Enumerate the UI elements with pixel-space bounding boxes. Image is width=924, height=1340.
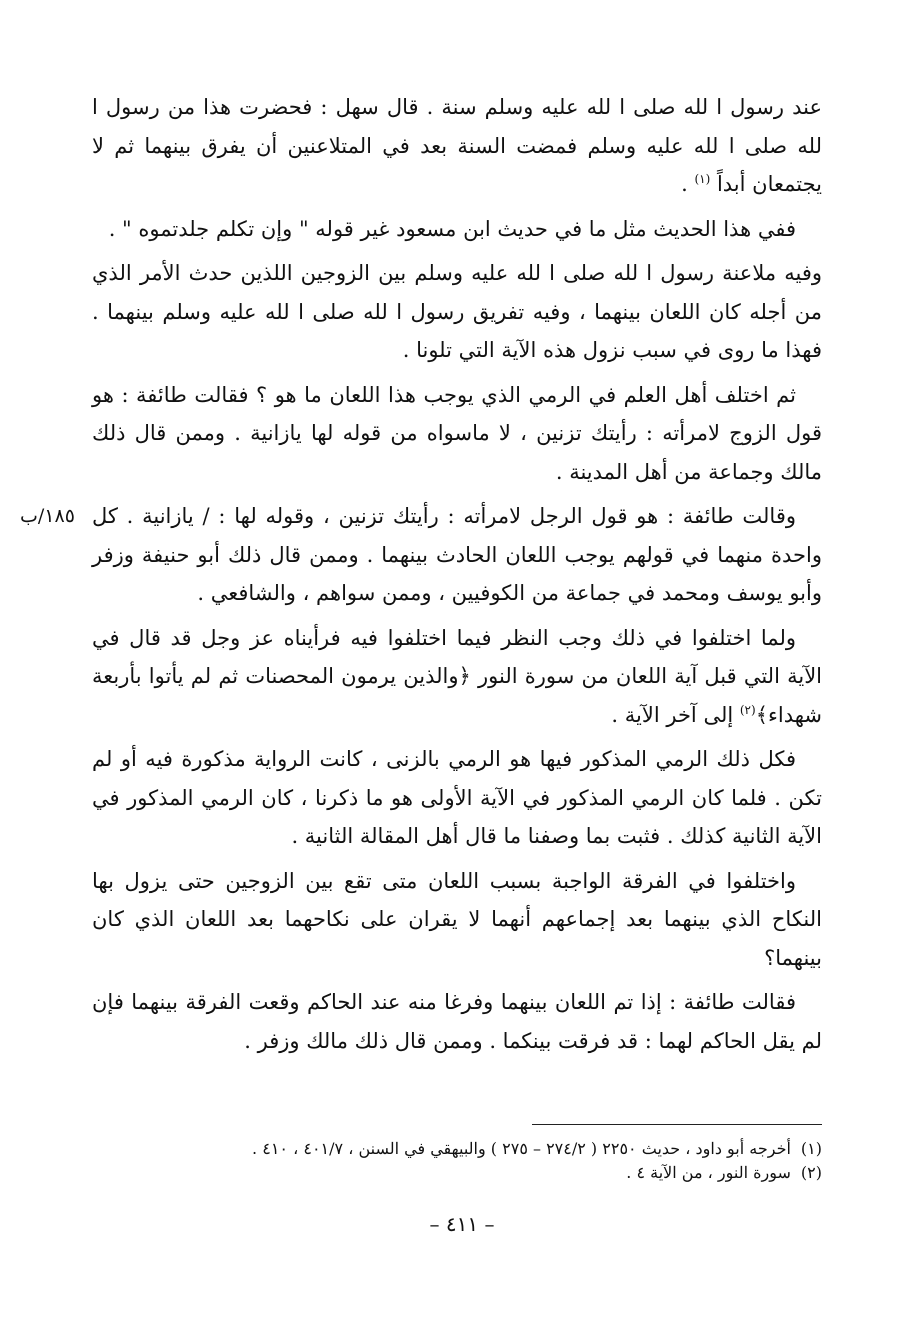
footnote-1-text: أخرجه أبو داود ، حديث ٢٢٥٠ ( ٢٧٤/٢ – ٢٧٥ ) والبيهقي في السنن ، ٤٠١/٧ ، ٤١٠ . bbox=[252, 1139, 791, 1158]
footnote-ref-2[interactable]: (٢) bbox=[739, 702, 756, 717]
paragraph-6-text: ولما اختلفوا في ذلك وجب النظر فيما اختلفوا فيه فرأيناه عز وجل قد قال في الآية التي قبل آية اللعان من سورة النور ﴿والذين يرمون المحصنات ثم لم يأتوا بأربعة شهداء﴾ bbox=[92, 625, 822, 727]
footnote-ref-1[interactable]: (١) bbox=[694, 172, 711, 186]
footnote-2 bbox=[92, 1161, 822, 1185]
paragraph-3: وفيه ملاعنة رسول ا لله صلى ا لله عليه وسلم بين الزوجين اللذين حدث الأمر الذي من أجله كان اللعان بينهما ، وفيه تفريق رسول ا لله صلى ا لله عليه وسلم بينهما . فهذا ما روى في سبب نزول هذه الآية التي تلونا . bbox=[92, 261, 822, 362]
page-number: – ٤١١ – bbox=[429, 1212, 495, 1236]
paragraph-1 bbox=[92, 88, 822, 204]
footnote-divider bbox=[532, 1124, 822, 1125]
paragraph-4: ثم اختلف أهل العلم في الرمي الذي يوجب هذا اللعان ما هو ؟ فقالت طائفة : هو قول الزوج لامرأته : رأيتك تزنين ، لا ماسواه من قوله لها يازانية . وممن قال ذلك مالك وجماعة من أهل المدينة . bbox=[92, 382, 822, 484]
paragraph-1-end: . bbox=[681, 172, 695, 196]
footnote-2-text: سورة النور ، من الآية ٤ . bbox=[626, 1163, 791, 1182]
page-body bbox=[20, 88, 822, 1066]
paragraph-9: فقالت طائفة : إذا تم اللعان بينهما وفرغا منه عند الحاكم وقعت الفرقة بينهما فإن لم يقل الحاكم لهما : قد فرقت بينكما . وممن قال ذلك مالك وزفر . bbox=[92, 990, 822, 1053]
footnotes-section bbox=[92, 1124, 822, 1185]
paragraph-1-text: عند رسول ا لله صلى ا لله عليه وسلم سنة . قال سهل : فحضرت هذا من رسول ا لله صلى ا لله عليه وسلم فمضت السنة بعد في المتلاعنين أن يفرق بينهما ثم لا يجتمعان أبداً bbox=[92, 95, 822, 196]
footnote-1 bbox=[92, 1137, 822, 1161]
paragraph-2: ففي هذا الحديث مثل ما في حديث ابن مسعود غير قوله " وإن تكلم جلدتموه " . bbox=[108, 216, 796, 241]
paragraph-5: وقالت طائفة : هو قول الرجل لامرأته : رأيتك تزنين ، وقوله لها : / يازانية . كل واحدة منهما في قولهم يوجب اللعان الحادث بينهما . وممن قال ذلك أبو حنيفة وزفر وأبو يوسف ومحمد في جماعة من الكوفيين ، وممن سواهم ، والشافعي . bbox=[92, 504, 822, 605]
paragraph-5-wrap bbox=[20, 497, 822, 613]
manuscript-folio-note: ١٨٥/ب bbox=[20, 505, 75, 527]
paragraph-6 bbox=[92, 619, 822, 735]
footnote-2-number: (٢) bbox=[800, 1163, 822, 1182]
paragraph-6-end: إلى آخر الآية . bbox=[611, 702, 740, 727]
footnote-1-number: (١) bbox=[800, 1139, 822, 1158]
footnote-list bbox=[92, 1131, 822, 1185]
paragraph-8: واختلفوا في الفرقة الواجبة بسبب اللعان متى تقع بين الزوجين حتى يزول بها النكاح الذي بينهما بعد إجماعهم أنهما لا يقران على نكاحهما بعد اللعان الذي كان بينهما؟ bbox=[92, 868, 822, 970]
paragraph-7: فكل ذلك الرمي المذكور فيها هو الرمي بالزنى ، كانت الرواية مذكورة فيه أو لم تكن . فلما كان الرمي المذكور في الآية الأولى هو ما ذكرنا ، كان الرمي المذكور في الآية الثانية كذلك . فثبت بما وصفنا ما قال أهل المقالة الثانية . bbox=[92, 747, 822, 848]
